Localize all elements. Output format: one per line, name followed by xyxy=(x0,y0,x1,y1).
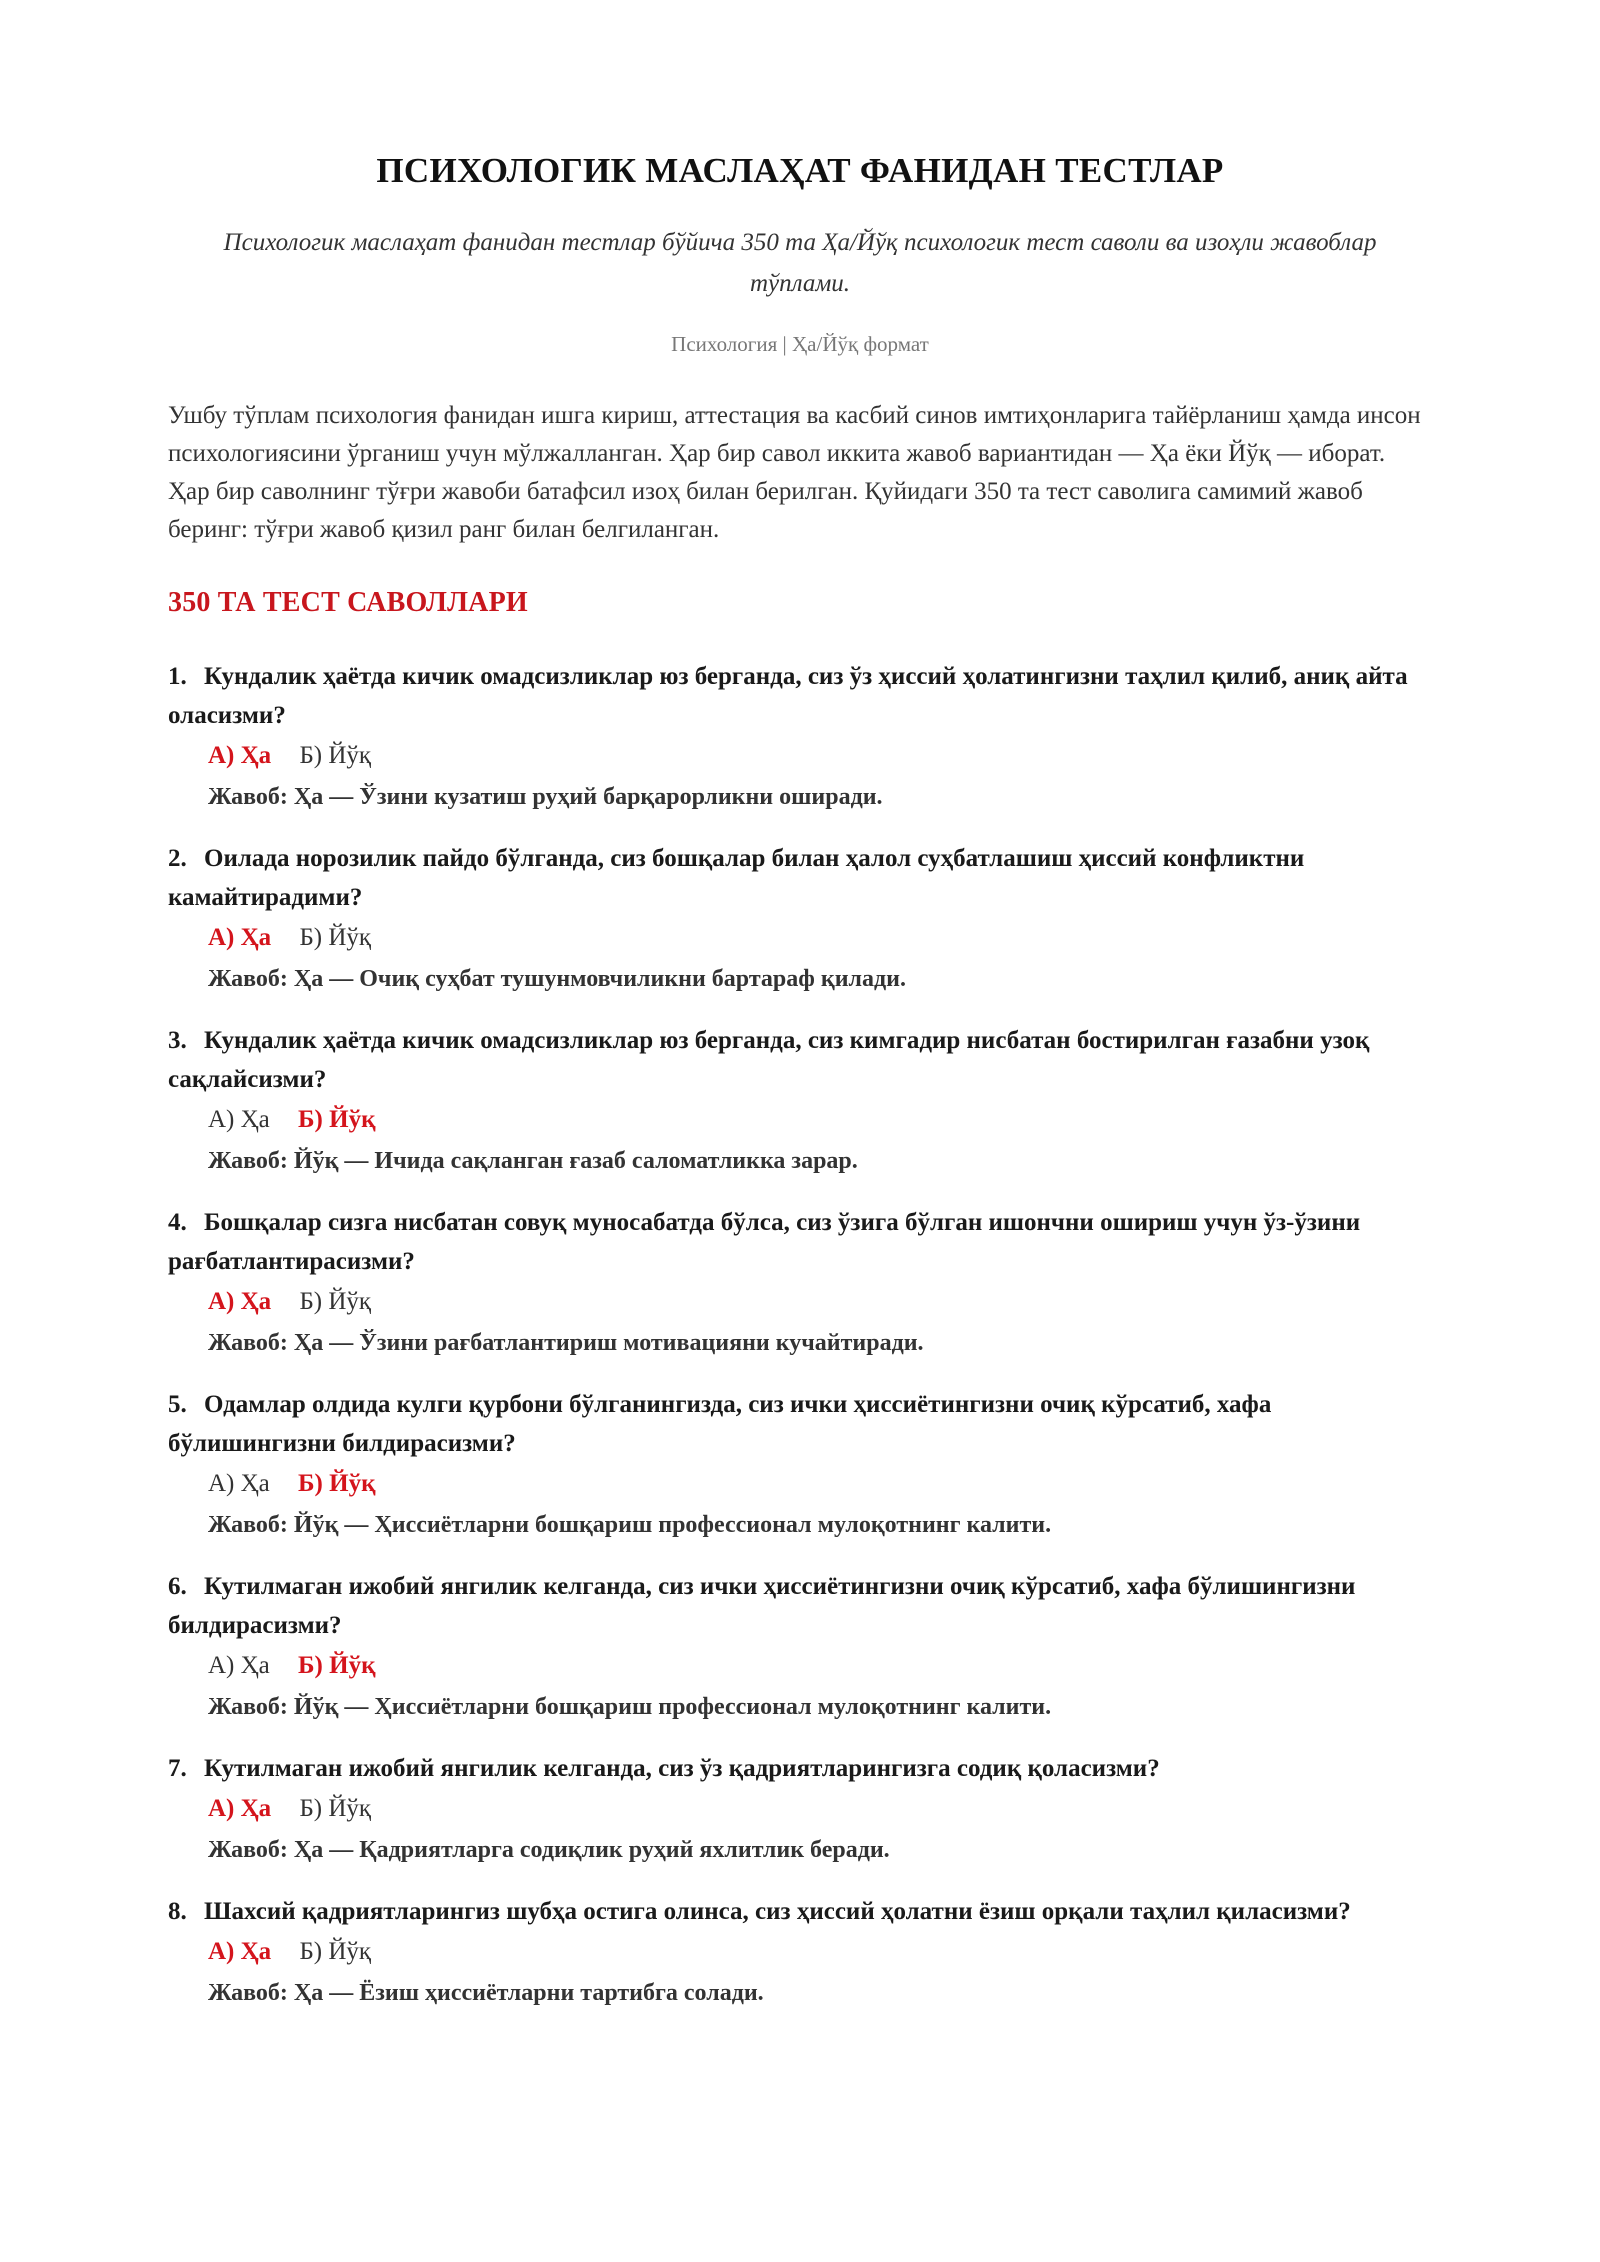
question-text xyxy=(168,1749,1432,1788)
question-item xyxy=(168,1749,1432,1870)
answer-explanation: Жавоб: Ҳа — Ёзиш ҳиссиётларни тартибга солади. xyxy=(208,1980,764,2006)
question-item xyxy=(168,657,1432,817)
option-a: А) Ҳа xyxy=(208,1938,272,1965)
question-body: Оилада норозилик пайдо бўлганда, сиз бошқалар билан ҳалол суҳбатлашиш ҳиссий конфликтни камайтирадими? xyxy=(168,845,1305,911)
question-item xyxy=(168,1892,1432,2013)
question-number: 1. xyxy=(168,663,187,690)
option-b: Б) Йўқ xyxy=(298,1106,376,1133)
option-b: Б) Йўқ xyxy=(299,1938,372,1965)
answer-options xyxy=(168,1788,1432,1830)
question-number: 4. xyxy=(168,1209,187,1236)
question-body: Кутилмаган ижобий янгилик келганда, сиз ўз қадриятларингизга содиқ қоласизми? xyxy=(204,1755,1160,1782)
question-body: Кундалик ҳаётда кичик омадсизликлар юз берганда, сиз кимгадир нисбатан бостирилган ғазабни узоқ сақлайсизми? xyxy=(168,1027,1370,1093)
question-text xyxy=(168,1567,1432,1645)
answer-explanation: Жавоб: Ҳа — Очиқ суҳбат тушунмовчиликни бартараф қилади. xyxy=(208,966,906,992)
answer-explanation: Жавоб: Ҳа — Ўзини кузатиш руҳий барқарорликни оширади. xyxy=(208,784,883,810)
option-a: А) Ҳа xyxy=(208,924,272,951)
answer-options xyxy=(168,1099,1432,1141)
question-item xyxy=(168,1203,1432,1363)
question-body: Кутилмаган ижобий янгилик келганда, сиз ички ҳиссиётингизни очиқ кўрсатиб, хафа бўлишингизни билдирасизми? xyxy=(168,1573,1356,1639)
answer-options xyxy=(168,1281,1432,1323)
question-item xyxy=(168,839,1432,999)
answer-explanation: Жавоб: Ҳа — Қадриятларга содиқлик руҳий яхлитлик беради. xyxy=(208,1837,890,1863)
option-a: А) Ҳа xyxy=(208,1652,270,1679)
option-b: Б) Йўқ xyxy=(299,924,372,951)
option-b: Б) Йўқ xyxy=(298,1470,376,1497)
question-text xyxy=(168,657,1432,735)
option-b: Б) Йўқ xyxy=(299,742,372,769)
question-number: 3. xyxy=(168,1027,187,1054)
question-body: Кундалик ҳаётда кичик омадсизликлар юз берганда, сиз ўз ҳиссий ҳолатингизни таҳлил қилиб, аниқ айта оласизми? xyxy=(168,663,1408,729)
question-text xyxy=(168,839,1432,917)
option-b: Б) Йўқ xyxy=(299,1795,372,1822)
option-a: А) Ҳа xyxy=(208,1795,272,1822)
question-text xyxy=(168,1203,1432,1281)
question-number: 7. xyxy=(168,1755,187,1782)
option-a: А) Ҳа xyxy=(208,1106,270,1133)
option-b: Б) Йўқ xyxy=(299,1288,372,1315)
answer-explanation: Жавоб: Йўқ — Ҳиссиётларни бошқариш профессионал мулоқотнинг калити. xyxy=(208,1694,1052,1720)
answer-options xyxy=(168,1645,1432,1687)
answer-options xyxy=(168,1931,1432,1973)
question-body: Одамлар олдида кулги қурбони бўлганингизда, сиз ички ҳиссиётингизни очиқ кўрсатиб, хафа бўлишингизни билдирасизми? xyxy=(168,1391,1272,1457)
question-body: Шахсий қадриятларингиз шубҳа остига олинса, сиз ҳиссий ҳолатни ёзиш орқали таҳлил қиласизми? xyxy=(204,1898,1351,1925)
answer-explanation: Жавоб: Ҳа — Ўзини рағбатлантириш мотивацияни кучайтиради. xyxy=(208,1330,924,1356)
option-a: А) Ҳа xyxy=(208,1288,272,1315)
document-subtitle: Психологик маслаҳат фанидан тестлар бўйича 350 та Ҳа/Йўқ психологик тест саволи ва изоҳли жавоблар тўплами. xyxy=(223,229,1377,297)
question-number: 5. xyxy=(168,1391,187,1418)
question-body: Бошқалар сизга нисбатан совуқ муносабатда бўлса, сиз ўзига бўлган ишончни ошириш учун ўз-ўзини рағбатлантирасизми? xyxy=(168,1209,1361,1275)
question-text xyxy=(168,1021,1432,1099)
question-item xyxy=(168,1021,1432,1181)
answer-explanation: Жавоб: Йўқ — Ҳиссиётларни бошқариш профессионал мулоқотнинг калити. xyxy=(208,1512,1052,1538)
section-heading: 350 ТА ТЕСТ САВОЛЛАРИ xyxy=(168,587,528,618)
option-b: Б) Йўқ xyxy=(298,1652,376,1679)
document-intro: Ушбу тўплам психология фанидан ишга кириш, аттестация ва касбий синов имтиҳонларига тайёрланиш ҳамда инсон психологиясини ўрганиш учун мўлжалланган. Ҳар бир савол иккита жавоб вариантидан — Ҳа ёки Йўқ — иборат. Ҳар бир саволнинг тўғри жавоби батафсил изоҳ билан берилган. Қуйидаги 350 та тест саволига самимий жавоб беринг: тўғри жавоб қизил ранг билан белгиланган. xyxy=(168,402,1421,543)
answer-options xyxy=(168,735,1432,777)
answer-options xyxy=(168,1463,1432,1505)
question-item xyxy=(168,1567,1432,1727)
question-number: 2. xyxy=(168,845,187,872)
question-text xyxy=(168,1892,1432,1931)
question-text xyxy=(168,1385,1432,1463)
answer-explanation: Жавоб: Йўқ — Ичида сақланган ғазаб саломатликка зарар. xyxy=(208,1148,858,1174)
option-a: А) Ҳа xyxy=(208,1470,270,1497)
option-a: А) Ҳа xyxy=(208,742,272,769)
document-meta: Психология | Ҳа/Йўқ формат xyxy=(671,332,929,356)
answer-options xyxy=(168,917,1432,959)
question-number: 6. xyxy=(168,1573,187,1600)
document-title: ПСИХОЛОГИК МАСЛАҲАТ ФАНИДАН ТЕСТЛАР xyxy=(376,151,1224,190)
question-item xyxy=(168,1385,1432,1545)
question-list xyxy=(168,657,1432,2013)
question-number: 8. xyxy=(168,1898,187,1925)
